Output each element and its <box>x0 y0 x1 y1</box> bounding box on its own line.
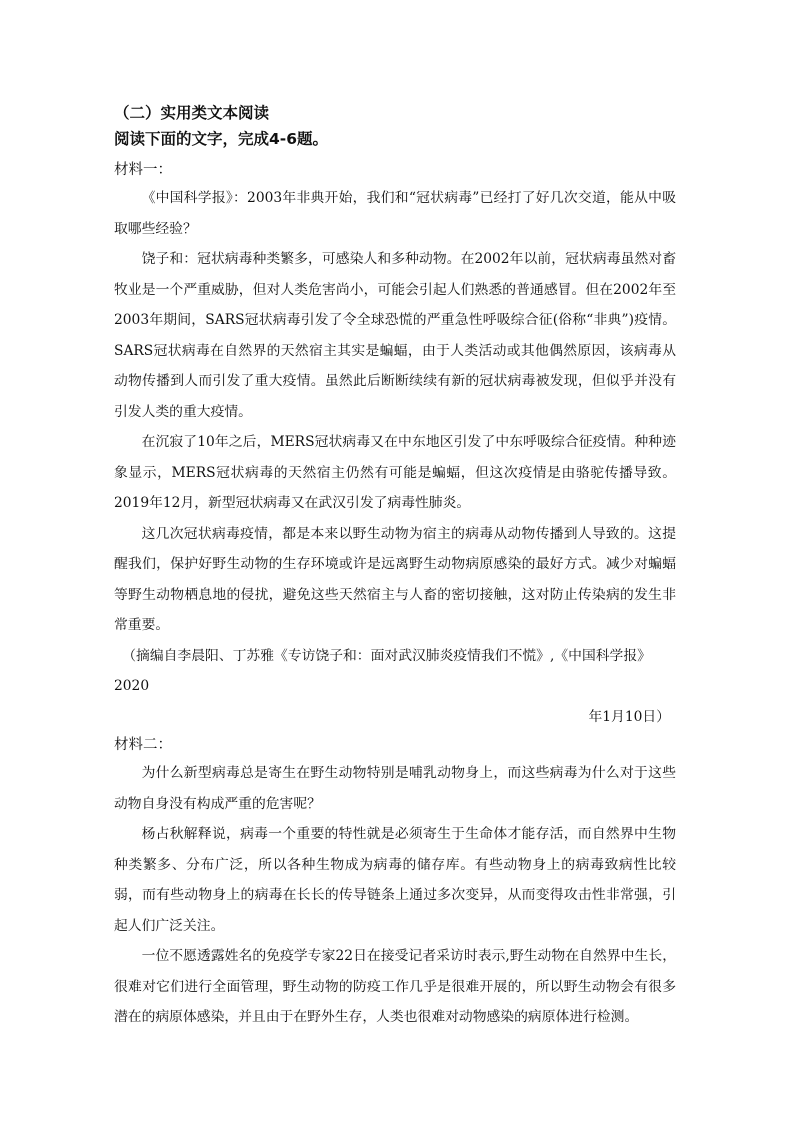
material1-source-date: 年1月10日） <box>588 708 670 725</box>
material1-paragraph: 这几次冠状病毒疫情，都是本来以野生动物为宿主的病毒从动物传播到人导致的。这提醒我们，保护好野生动物的生存环境或许是远离野生动物病原感染的最好方式。减少对蝙蝠等野生动物栖息地的侵扰，避免这些天然宿主与人畜的密切接触，这对防止传染病的发生非常重要。 <box>114 525 676 633</box>
material1-paragraph: 饶子和：冠状病毒种类繁多，可感染人和多种动物。在2002年以前，冠状病毒虽然对畜牧业是一个严重威胁，但对人类危害尚小，可能会引起人们熟悉的普通感冒。但在2002年至2003年期间，SARS冠状病毒引发了令全球恐慌的严重急性呼吸综合征(俗称“非典”)疫情。SARS冠状病毒在自然界的天然宿主其实是蝙蝠，由于人类活动或其他偶然原因，该病毒从动物传播到人而引发了重大疫情。虽然此后断断续续有新的冠状病毒被发现，但似乎并没有引发人类的重大疫情。 <box>114 251 676 420</box>
material2-label: 材料二： <box>114 737 172 753</box>
material1-label: 材料一： <box>114 162 172 178</box>
instruction: 阅读下面的文字，完成4-6题。 <box>114 130 329 148</box>
material1-paragraph: 《中国科学报》：2003年非典开始，我们和“冠状病毒”已经打了好几次交道，能从中吸取哪些经验？ <box>114 190 676 237</box>
material2-paragraph: 一位不愿透露姓名的免疫学专家22日在接受记者采访时表示,野生动物在自然界中生长，很难对它们进行全面管理，野生动物的防疫工作几乎是很难开展的，所以野生动物会有很多潜在的病原体感染，并且由于在野外生存，人类也很难对动物感染的病原体进行检测。 <box>114 948 676 1025</box>
section-title: （二）实用类文本阅读 <box>114 104 270 122</box>
material1-paragraph: 在沉寂了10年之后，MERS冠状病毒又在中东地区引发了中东呼吸综合征疫情。种种迹象显示，MERS冠状病毒的天然宿主仍然有可能是蝙蝠，但这次疫情是由骆驼传播导致。2019年12月，新型冠状病毒又在武汉引发了病毒性肺炎。 <box>114 434 676 511</box>
material1-source: （摘编自李晨阳、丁苏雅《专访饶子和：面对武汉肺炎疫情我们不慌》,《中国科学报》2020 <box>114 647 651 694</box>
material2-paragraph: 杨占秋解释说，病毒一个重要的特性就是必须寄生于生命体才能存活，而自然界中生物种类繁多、分布广泛，所以各种生物成为病毒的储存库。有些动物身上的病毒致病性比较弱，而有些动物身上的病毒在长长的传导链条上通过多次变异，从而变得攻击性非常强，引起人们广泛关注。 <box>114 826 676 934</box>
material2-paragraph: 为什么新型病毒总是寄生在野生动物特别是哺乳动物身上，而这些病毒为什么对于这些动物自身没有构成严重的危害呢？ <box>114 765 676 812</box>
